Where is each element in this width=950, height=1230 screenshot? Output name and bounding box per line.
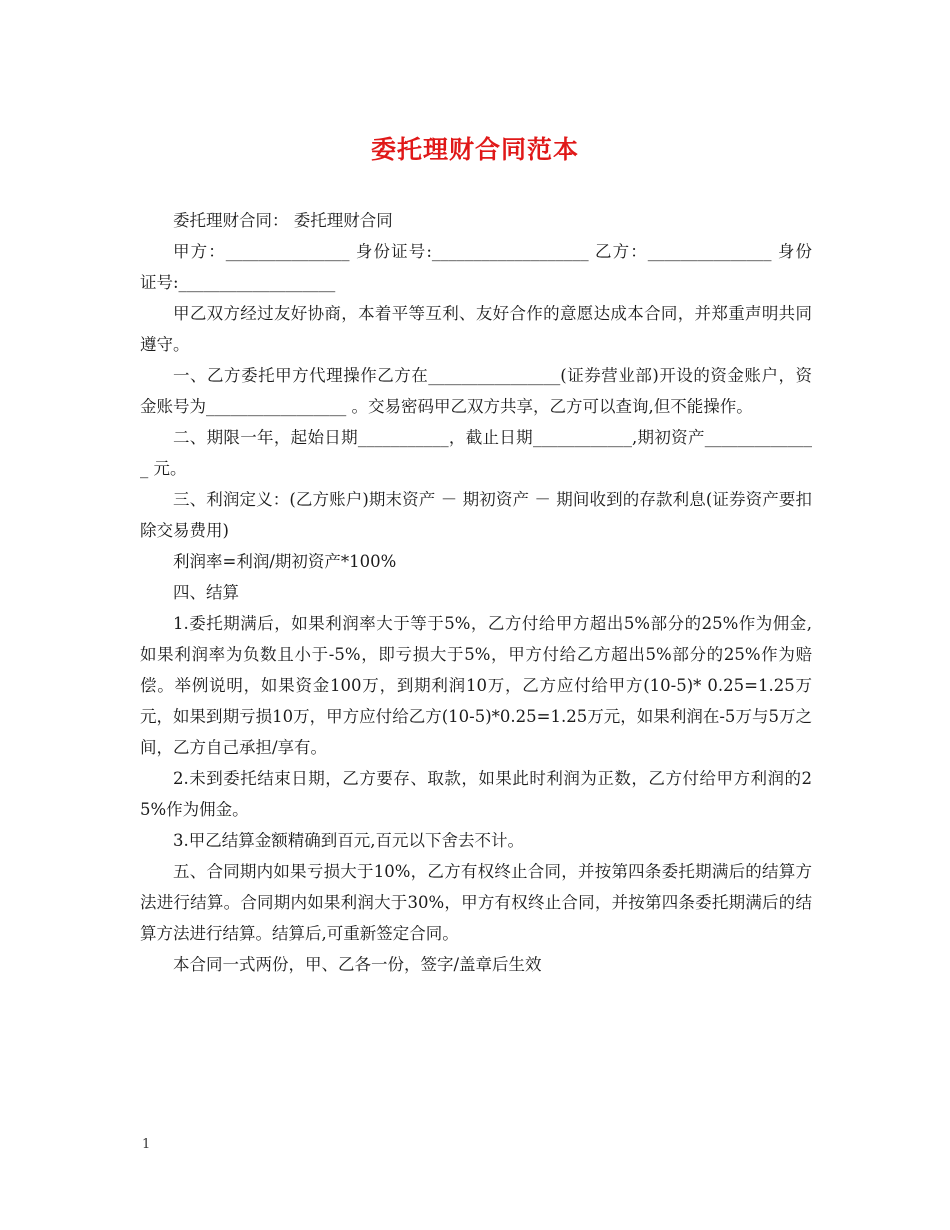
- page-number: 1: [142, 1137, 151, 1152]
- paragraph-clause-5: 五、合同期内如果亏损大于10%，乙方有权终止合同，并按第四条委托期满后的结算方法进行结算。合同期内如果利润大于30%，甲方有权终止合同，并按第四条委托期满后的结算方法进行结算。结算后,可重新签定合同。: [140, 862, 812, 943]
- paragraph-preamble: 甲乙双方经过友好协商，本着平等互利、友好合作的意愿达成本合同，并郑重声明共同遵守。: [140, 304, 812, 354]
- paragraph-profit-formula: 利润率=利润/期初资产*100%: [173, 552, 397, 571]
- paragraph-clause-4-2: 2.未到委托结束日期，乙方要存、取款，如果此时利润为正数，乙方付给甲方利润的25%作为佣金。: [140, 769, 812, 819]
- paragraph-clause-4-1: 1.委托期满后，如果利润率大于等于5%，乙方付给甲方超出5%部分的25%作为佣金, 如果利润率为负数且小于-5%，即亏损大于5%，甲方付给乙方超出5%部分的25%作为赔偿。举例说明，如果资金100万，到期利润10万，乙方应付给甲方(10-5)* 0.25=1.25万元，如果到期亏损10万，甲方应付给乙方(10-5)*0.25=1.25万元，如果利润在-5万与5万之间，乙方自己承担/享有。: [140, 614, 818, 757]
- paragraph-clause-2: 二、期限一年，起始日期___________，截止日期____________,期初资产______________ 元。: [140, 428, 812, 478]
- paragraph-contract-name: 委托理财合同： 委托理财合同: [173, 211, 393, 230]
- document-title: 委托理财合同范本: [370, 135, 579, 164]
- paragraph-parties: 甲方：_______________ 身份证号:___________________ 乙方：_______________ 身份证号:___________________: [140, 242, 812, 292]
- contract-body: [140, 205, 818, 980]
- paragraph-clause-1: 一、乙方委托甲方代理操作乙方在________________(证券营业部)开设的资金账户，资金账号为_________________ 。交易密码甲乙双方共享，乙方可以查询,但不能操作。: [140, 366, 812, 416]
- paragraph-closing: 本合同一式两份，甲、乙各一份，签字/盖章后生效: [173, 955, 542, 974]
- paragraph-clause-4-3: 3.甲乙结算金额精确到百元,百元以下舍去不计。: [173, 831, 524, 850]
- paragraph-clause-3: 三、利润定义：(乙方账户)期末资产 － 期初资产 － 期间收到的存款利息(证券资产要扣除交易费用): [140, 490, 812, 540]
- paragraph-clause-4-heading: 四、结算: [173, 583, 239, 602]
